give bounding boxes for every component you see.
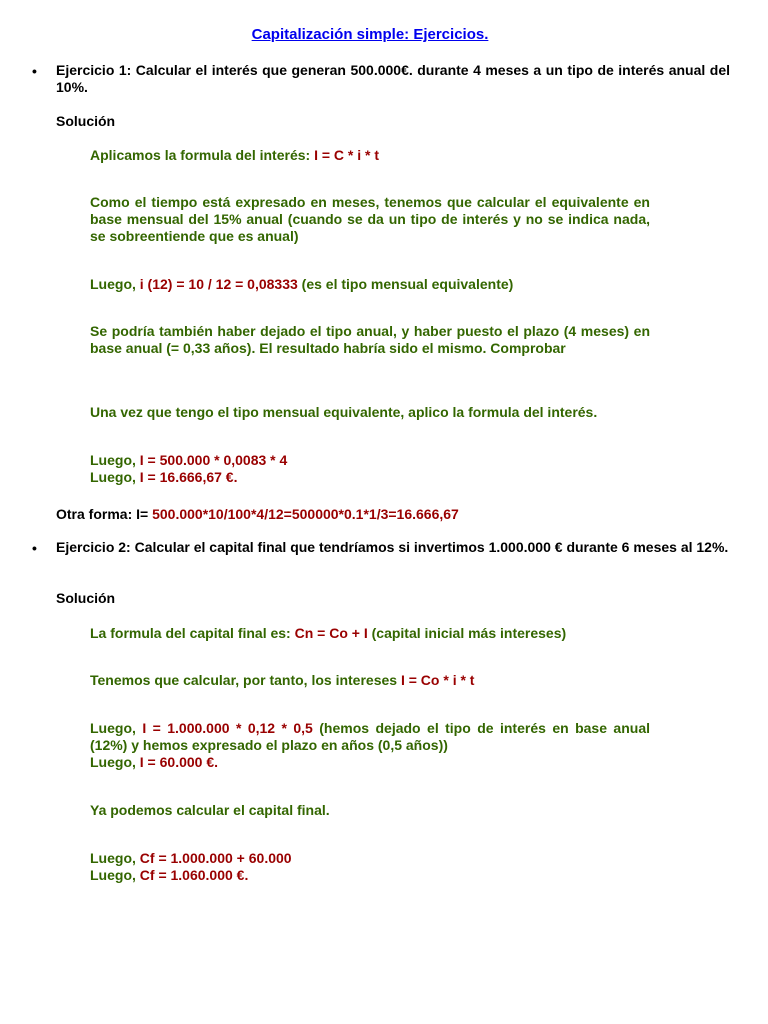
exercise-1-step-formula <box>90 147 650 164</box>
calc-line-1: Luego, Cf = 1.000.000 + 60.000 <box>90 850 292 866</box>
exercise-2-step-interest: Tenemos que calcular, por tanto, los intereses I = Co * i * t <box>90 672 475 688</box>
calc-line-1: Luego, I = 500.000 * 0,0083 * 4 <box>90 452 288 468</box>
exercise-2-calculation <box>90 720 650 771</box>
page-title[interactable]: Capitalización simple: Ejercicios. <box>251 26 489 43</box>
capital-formula: Cn = Co + I <box>294 625 368 641</box>
calc-line-1: Luego, I = 1.000.000 * 0,12 * 0,5 (hemos dejado el tipo de interés en base anual (12%) y hemos expresado el plazo en años (0,5 años)) <box>90 720 650 753</box>
calc-line-2: Luego, I = 60.000 €. <box>90 754 219 770</box>
bullet-icon: • <box>32 63 37 79</box>
exercise-1-step-explanation: Como el tiempo está expresado en meses, tenemos que calcular el equivalente en base mensual del 15% anual (cuando se da un tipo de interés y no se indica nada, se sobreentiende que es anual) <box>90 194 650 244</box>
exercise-1-step-alternative: Se podría también haber dejado el tipo anual, y haber puesto el plazo (4 meses) en base anual (= 0,33 años). El resultado habría sido el mismo. Comprobar <box>90 323 650 356</box>
exercise-2-final-calculation <box>90 850 650 884</box>
step-text: Aplicamos la formula del interés: <box>90 147 315 163</box>
exercise-1-step-monthly-rate <box>90 276 650 293</box>
exercise-2-statement: Ejercicio 2: Calcular el capital final que tendríamos si invertimos 1.000.000 € durante 6 meses al 12%. <box>56 539 729 555</box>
exercise-2-step-final: Ya podemos calcular el capital final. <box>90 802 330 818</box>
exercise-1-other-form <box>56 506 730 523</box>
step-prefix: Luego, <box>90 276 140 292</box>
step-suffix: (es el tipo mensual equivalente) <box>297 276 514 292</box>
exercise-2-step-formula: La formula del capital final es: Cn = Co + I (capital inicial más intereses) <box>90 625 567 641</box>
exercise-1-step-apply: Una vez que tengo el tipo mensual equivalente, aplico la formula del interés. <box>90 404 598 420</box>
exercise-1-solution-label: Solución <box>56 113 116 129</box>
exercise-1-statement: Ejercicio 1: Calcular el interés que generan 500.000€. durante 4 meses a un tipo de interés anual del 10%. <box>56 62 730 95</box>
other-form-label: Otra forma: I= <box>56 506 153 522</box>
bullet-icon: • <box>32 540 37 556</box>
interest-formula: I = C * i * t <box>314 147 380 163</box>
interest-formula: I = Co * i * t <box>400 672 475 688</box>
calc-line-2: Luego, I = 16.666,67 €. <box>90 469 238 485</box>
monthly-rate-formula: i (12) = 10 / 12 = 0,08333 <box>139 276 298 292</box>
calc-line-2: Luego, Cf = 1.060.000 €. <box>90 867 249 883</box>
other-form-formula: 500.000*10/100*4/12=500000*0.1*1/3=16.666,67 <box>152 506 459 522</box>
exercise-1-calculation <box>90 452 650 486</box>
exercise-2-solution-label: Solución <box>56 590 116 606</box>
